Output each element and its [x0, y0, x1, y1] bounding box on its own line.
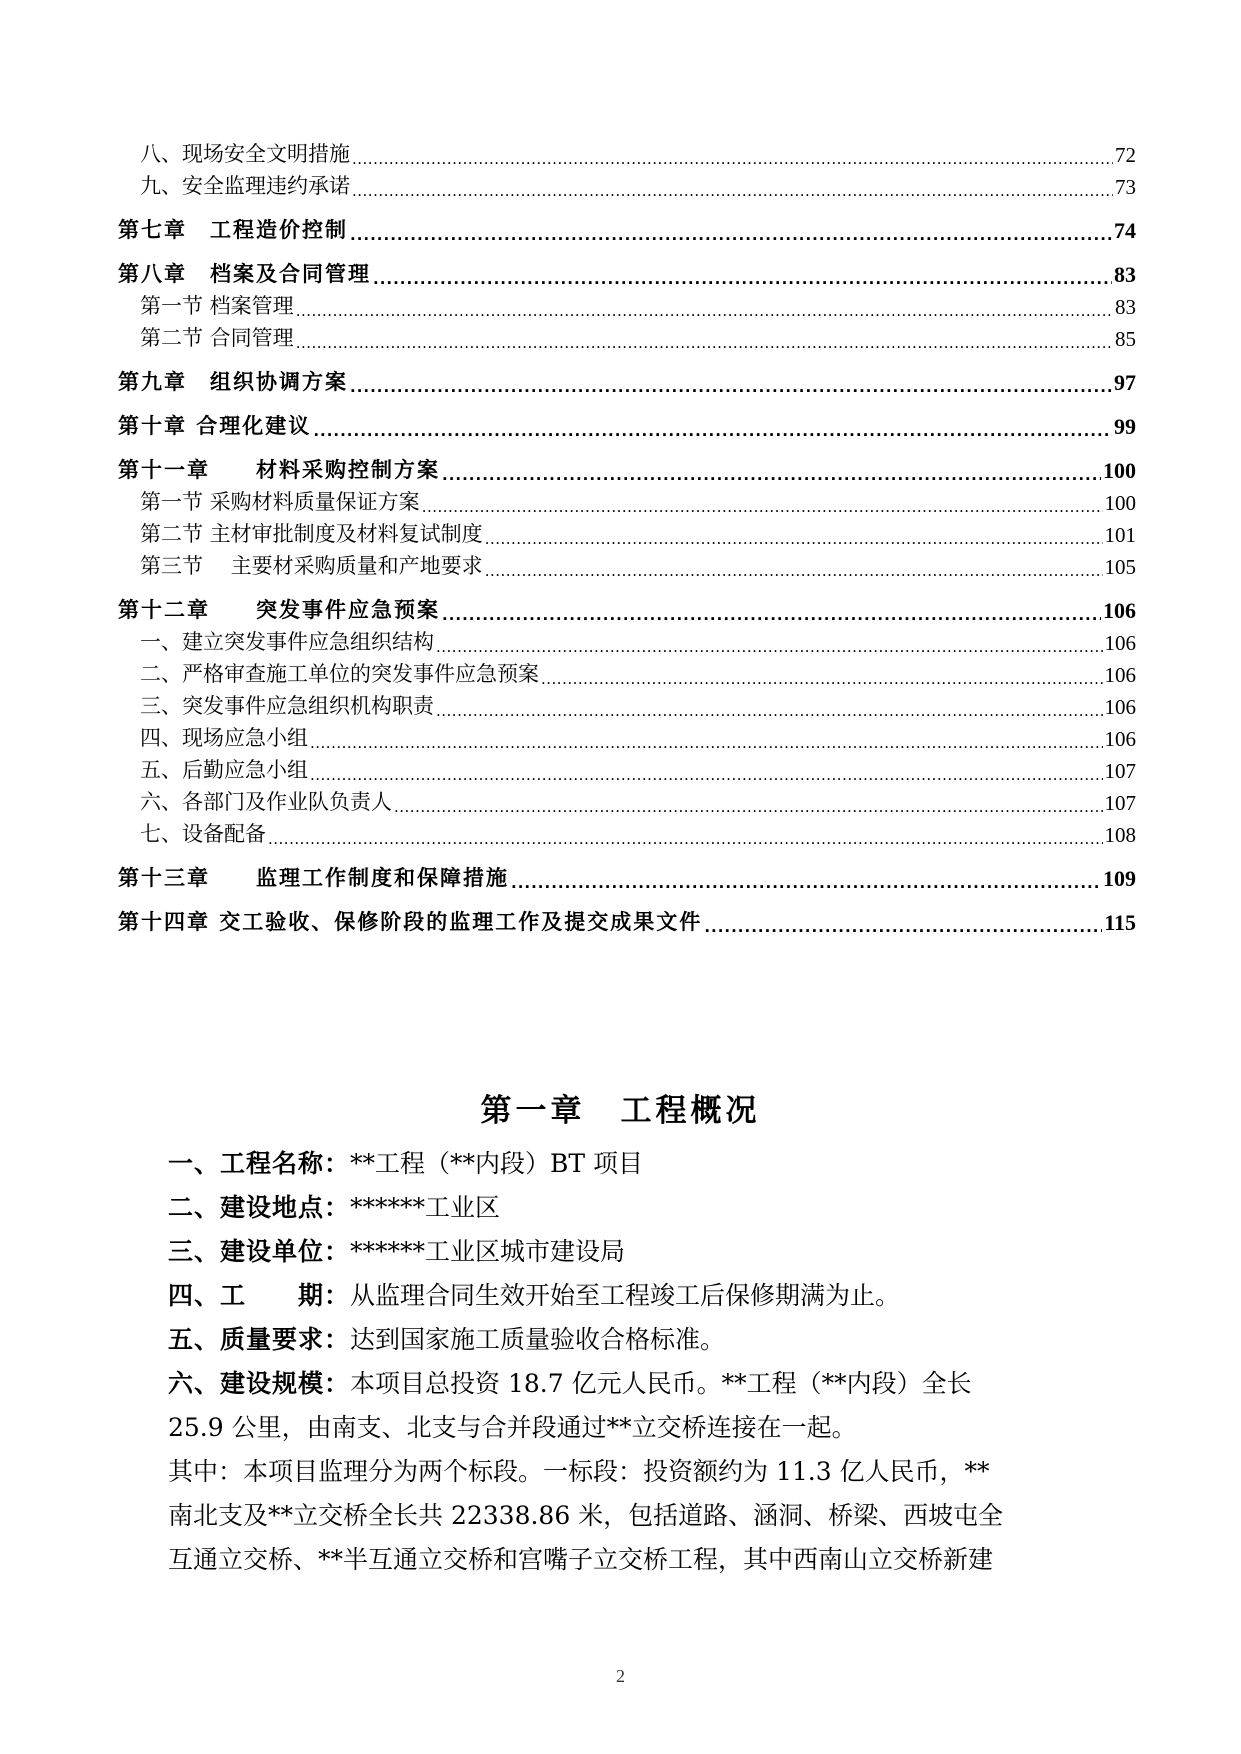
- table-of-contents: [118, 138, 1136, 936]
- toc-entry-title: 六、各部门及作业队负责人: [140, 790, 392, 814]
- item-label: 四、工 期：: [168, 1281, 351, 1310]
- toc-entry[interactable]: [118, 656, 1136, 688]
- toc-leader-dots: [352, 150, 1113, 168]
- toc-entry-page: 72: [1115, 143, 1136, 167]
- toc-chapter-entry[interactable]: [118, 352, 1136, 396]
- toc-entry[interactable]: [118, 484, 1136, 516]
- toc-leader-dots: [541, 670, 1103, 688]
- toc-entry-page: 107: [1104, 791, 1136, 815]
- toc-entry-page: 106: [1104, 695, 1136, 719]
- toc-entry-page: 106: [1104, 663, 1136, 687]
- toc-entry-page: 106: [1104, 631, 1136, 655]
- toc-leader-dots: [296, 302, 1113, 320]
- overview-item: [168, 1318, 1128, 1362]
- toc-entry-page: 105: [1104, 555, 1136, 579]
- toc-entry-page: 107: [1104, 759, 1136, 783]
- toc-leader-dots: [511, 874, 1101, 892]
- toc-entry[interactable]: [118, 624, 1136, 656]
- toc-entry-title: 第一节 档案管理: [140, 294, 294, 318]
- toc-entry-title: 第十一章 材料采购控制方案: [118, 458, 440, 482]
- toc-leader-dots: [310, 734, 1103, 752]
- body-text-line: 其中：本项目监理分为两个标段。一标段：投资额约为 11.3 亿人民币，**: [168, 1457, 990, 1486]
- item-text: ******工业区: [350, 1193, 501, 1222]
- toc-entry-page: 106: [1103, 598, 1136, 623]
- toc-entry[interactable]: [118, 720, 1136, 752]
- toc-entry-title: 七、设备配备: [140, 822, 266, 846]
- item-text: 达到国家施工质量验收合格标准。: [350, 1325, 726, 1354]
- overview-item: [168, 1142, 1128, 1186]
- toc-leader-dots: [394, 798, 1103, 816]
- toc-entry-title: 第九章 组织协调方案: [118, 370, 348, 394]
- toc-entry-page: 73: [1115, 175, 1136, 199]
- overview-item: [168, 1186, 1128, 1230]
- toc-entry-title: 五、后勤应急小组: [140, 758, 308, 782]
- toc-entry-page: 83: [1114, 262, 1136, 287]
- toc-entry-page: 97: [1114, 370, 1136, 395]
- toc-leader-dots: [485, 562, 1103, 580]
- toc-entry-title: 第十三章 监理工作制度和保障措施: [118, 866, 509, 890]
- toc-entry[interactable]: [118, 320, 1136, 352]
- toc-entry[interactable]: [118, 548, 1136, 580]
- toc-entry-title: 第十四章 交工验收、保修阶段的监理工作及提交成果文件: [118, 910, 703, 934]
- toc-entry[interactable]: [118, 784, 1136, 816]
- overview-item: [168, 1362, 1128, 1406]
- toc-leader-dots: [436, 638, 1103, 656]
- item-text: 从监理合同生效开始至工程竣工后保修期满为止。: [350, 1281, 901, 1310]
- item-label: 一、工程名称：: [168, 1149, 351, 1178]
- toc-entry[interactable]: [118, 138, 1136, 168]
- toc-entry-title: 三、突发事件应急组织机构职责: [140, 694, 434, 718]
- toc-entry-page: 85: [1115, 327, 1136, 351]
- toc-entry-page: 109: [1103, 866, 1136, 891]
- toc-entry-title: 第八章 档案及合同管理: [118, 262, 371, 286]
- chapter-body: [168, 1142, 1128, 1582]
- toc-chapter-entry[interactable]: [118, 440, 1136, 484]
- toc-entry-title: 第一节 采购材料质量保证方案: [140, 490, 420, 514]
- page-number: 2: [616, 1666, 625, 1686]
- toc-leader-dots: [442, 466, 1101, 484]
- toc-leader-dots: [350, 226, 1112, 244]
- toc-entry-title: 第二节 主材审批制度及材料复试制度: [140, 522, 483, 546]
- toc-entry-page: 83: [1115, 295, 1136, 319]
- chapter-title: 第一章 工程概况: [480, 1093, 761, 1129]
- toc-entry[interactable]: [118, 688, 1136, 720]
- toc-entry[interactable]: [118, 288, 1136, 320]
- toc-leader-dots: [313, 422, 1112, 440]
- toc-leader-dots: [422, 498, 1103, 516]
- item-label: 二、建设地点：: [168, 1193, 351, 1222]
- overview-item: [168, 1230, 1128, 1274]
- toc-leader-dots: [296, 334, 1113, 352]
- toc-entry-page: 100: [1103, 458, 1136, 483]
- toc-entry-title: 九、安全监理违约承诺: [140, 174, 350, 198]
- toc-entry[interactable]: [118, 168, 1136, 200]
- toc-leader-dots: [485, 530, 1103, 548]
- toc-entry-page: 74: [1114, 218, 1136, 243]
- toc-entry-title: 四、现场应急小组: [140, 726, 308, 750]
- toc-entry[interactable]: [118, 752, 1136, 784]
- toc-leader-dots: [350, 378, 1112, 396]
- toc-entry-title: 第十二章 突发事件应急预案: [118, 598, 440, 622]
- toc-leader-dots: [436, 702, 1103, 720]
- toc-chapter-entry[interactable]: [118, 244, 1136, 288]
- body-text-line: 互通立交桥、**半互通立交桥和宫嘴子立交桥工程，其中西南山立交桥新建: [168, 1545, 994, 1574]
- item-label: 五、质量要求：: [168, 1325, 351, 1354]
- toc-chapter-entry[interactable]: [118, 848, 1136, 892]
- toc-entry-title: 一、建立突发事件应急组织结构: [140, 630, 434, 654]
- overview-item: [168, 1274, 1128, 1318]
- toc-entry[interactable]: [118, 816, 1136, 848]
- toc-entry-title: 第三节 主要材采购质量和产地要求: [140, 554, 483, 578]
- toc-entry-title: 第七章 工程造价控制: [118, 218, 348, 242]
- toc-entry-page: 108: [1104, 823, 1136, 847]
- toc-entry-page: 106: [1104, 727, 1136, 751]
- toc-chapter-entry[interactable]: [118, 396, 1136, 440]
- toc-leader-dots: [352, 182, 1113, 200]
- body-text-line: 25.9 公里，由南支、北支与合并段通过**立交桥连接在一起。: [168, 1413, 857, 1442]
- toc-entry-page: 99: [1114, 414, 1136, 439]
- item-label: 六、建设规模：: [168, 1369, 351, 1398]
- item-text: **工程（**内段）BT 项目: [350, 1149, 644, 1178]
- toc-entry-page: 115: [1104, 910, 1136, 935]
- toc-chapter-entry[interactable]: [118, 200, 1136, 244]
- toc-entry-page: 100: [1104, 491, 1136, 515]
- toc-entry-title: 第十章 合理化建议: [118, 414, 312, 438]
- toc-chapter-entry[interactable]: [118, 892, 1136, 936]
- toc-leader-dots: [373, 270, 1112, 288]
- toc-entry-title: 第二节 合同管理: [140, 326, 294, 350]
- toc-entry[interactable]: [118, 516, 1136, 548]
- toc-leader-dots: [442, 606, 1101, 624]
- toc-leader-dots: [310, 766, 1103, 784]
- toc-entry-page: 101: [1104, 523, 1136, 547]
- toc-entry-title: 八、现场安全文明措施: [140, 142, 350, 166]
- toc-chapter-entry[interactable]: [118, 580, 1136, 624]
- item-text: ******工业区城市建设局: [350, 1237, 626, 1266]
- toc-entry-title: 二、严格审查施工单位的突发事件应急预案: [140, 662, 539, 686]
- toc-leader-dots: [268, 830, 1103, 848]
- item-label: 三、建设单位：: [168, 1237, 351, 1266]
- toc-leader-dots: [704, 918, 1102, 936]
- body-text-line: 南北支及**立交桥全长共 22338.86 米，包括道路、涵洞、桥梁、西坡屯全: [168, 1501, 1004, 1530]
- item-text: 本项目总投资 18.7 亿元人民币。**工程（**内段）全长: [350, 1369, 972, 1398]
